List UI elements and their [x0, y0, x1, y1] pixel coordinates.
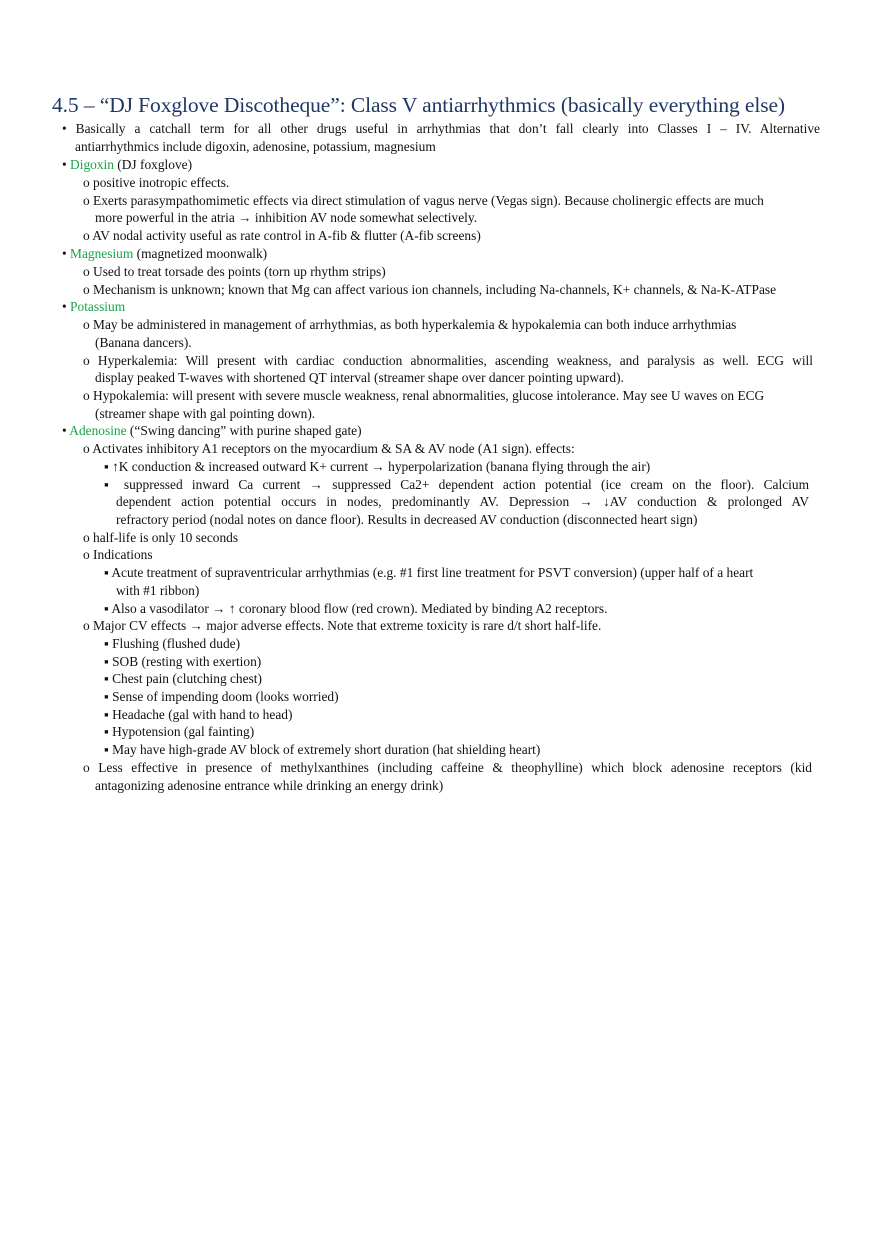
- bullet: •: [62, 246, 71, 261]
- bullet: •: [62, 157, 71, 172]
- drug-name-digoxin: Digoxin: [70, 157, 114, 172]
- intro-line: • Basically a catchall term for all other drugs useful in arrhythmias that don’t fall clearly into Classes I – IV. Alternative: [62, 121, 820, 136]
- list-item: ▪ Flushing (flushed dude): [104, 636, 241, 651]
- list-item: o Exerts parasympathomimetic effects via direct stimulation of vagus nerve (Vegas sign). Because cholinergic effects are much: [83, 193, 764, 208]
- drug-name-adenosine: Adenosine: [69, 423, 127, 438]
- list-item: ▪ ↑K conduction & increased outward K+ current → hyperpolarization (banana flying through the air): [104, 459, 651, 474]
- list-item: display peaked T-waves with shortened QT interval (streamer shape over dancer pointing upward).: [95, 370, 624, 385]
- list-item: ▪ Headache (gal with hand to head): [104, 707, 293, 722]
- list-item: o Hypokalemia: will present with severe muscle weakness, renal abnormalities, glucose intolerance. May see U waves on ECG: [83, 388, 765, 403]
- list-item: o Mechanism is unknown; known that Mg can affect various ion channels, including Na-channels, K+ channels, & Na-K-ATPase: [83, 282, 777, 297]
- list-item: o May be administered in management of arrhythmias, as both hyperkalemia & hypokalemia can both induce arrhythmias: [83, 317, 737, 332]
- mnemonic: (DJ foxglove): [113, 157, 193, 172]
- list-item: with #1 ribbon): [116, 583, 200, 598]
- intro-line: antiarrhythmics include digoxin, adenosine, potassium, magnesium: [75, 139, 436, 154]
- section-magnesium-heading: [62, 245, 267, 263]
- list-item: dependent action potential occurs in nodes, predominantly AV. Depression → ↓AV conduction & prolonged AV: [116, 494, 809, 509]
- list-item: o positive inotropic effects.: [83, 175, 230, 190]
- drug-name-potassium: Potassium: [70, 299, 126, 314]
- page-title: 4.5 – “DJ Foxglove Discotheque”: Class V antiarrhythmics (basically everything else): [52, 93, 785, 117]
- bullet: •: [62, 423, 70, 438]
- mnemonic: (“Swing dancing” with purine shaped gate): [126, 423, 362, 438]
- list-item: ▪ Chest pain (clutching chest): [104, 671, 262, 686]
- section-potassium-heading: [62, 298, 125, 316]
- bullet: •: [62, 299, 71, 314]
- list-item: ▪ Sense of impending doom (looks worried): [104, 689, 339, 704]
- list-item: o Used to treat torsade des points (torn up rhythm strips): [83, 264, 386, 279]
- drug-name-magnesium: Magnesium: [70, 246, 134, 261]
- list-item: o Activates inhibitory A1 receptors on the myocardium & SA & AV node (A1 sign). effects:: [83, 441, 575, 456]
- list-item: o AV nodal activity useful as rate control in A-fib & flutter (A-fib screens): [83, 228, 481, 243]
- list-item: ▪ Hypotension (gal fainting): [104, 724, 255, 739]
- list-item: ▪ suppressed inward Ca current → suppressed Ca2+ dependent action potential (ice cream on the floor). Calcium: [104, 477, 809, 492]
- mnemonic: (magnetized moonwalk): [133, 246, 268, 261]
- list-item: refractory period (nodal notes on dance floor). Results in decreased AV conduction (disconnected heart sign): [116, 512, 698, 527]
- section-adenosine-heading: [62, 422, 362, 440]
- list-item: more powerful in the atria → inhibition AV node somewhat selectively.: [95, 210, 478, 225]
- list-item: o Major CV effects → major adverse effects. Note that extreme toxicity is rare d/t short half-life.: [83, 618, 602, 633]
- list-item: o Less effective in presence of methylxanthines (including caffeine & theophylline) which block adenosine receptors (kid: [83, 760, 812, 775]
- list-item: ▪ May have high-grade AV block of extremely short duration (hat shielding heart): [104, 742, 541, 757]
- list-item: o Indications: [83, 547, 153, 562]
- list-item: o half-life is only 10 seconds: [83, 530, 239, 545]
- list-item: o Hyperkalemia: Will present with cardiac conduction abnormalities, ascending weakness, and paralysis as well. ECG will: [83, 353, 813, 368]
- list-item: (streamer shape with gal pointing down).: [95, 406, 316, 421]
- list-item: antagonizing adenosine entrance while drinking an energy drink): [95, 778, 444, 793]
- list-item: ▪ SOB (resting with exertion): [104, 654, 262, 669]
- section-digoxin-heading: [62, 156, 192, 174]
- list-item: ▪ Acute treatment of supraventricular arrhythmias (e.g. #1 first line treatment for PSVT conversion) (upper half of a heart: [104, 565, 754, 580]
- list-item: ▪ Also a vasodilator → ↑ coronary blood flow (red crown). Mediated by binding A2 receptors.: [104, 601, 608, 616]
- list-item: (Banana dancers).: [95, 335, 192, 350]
